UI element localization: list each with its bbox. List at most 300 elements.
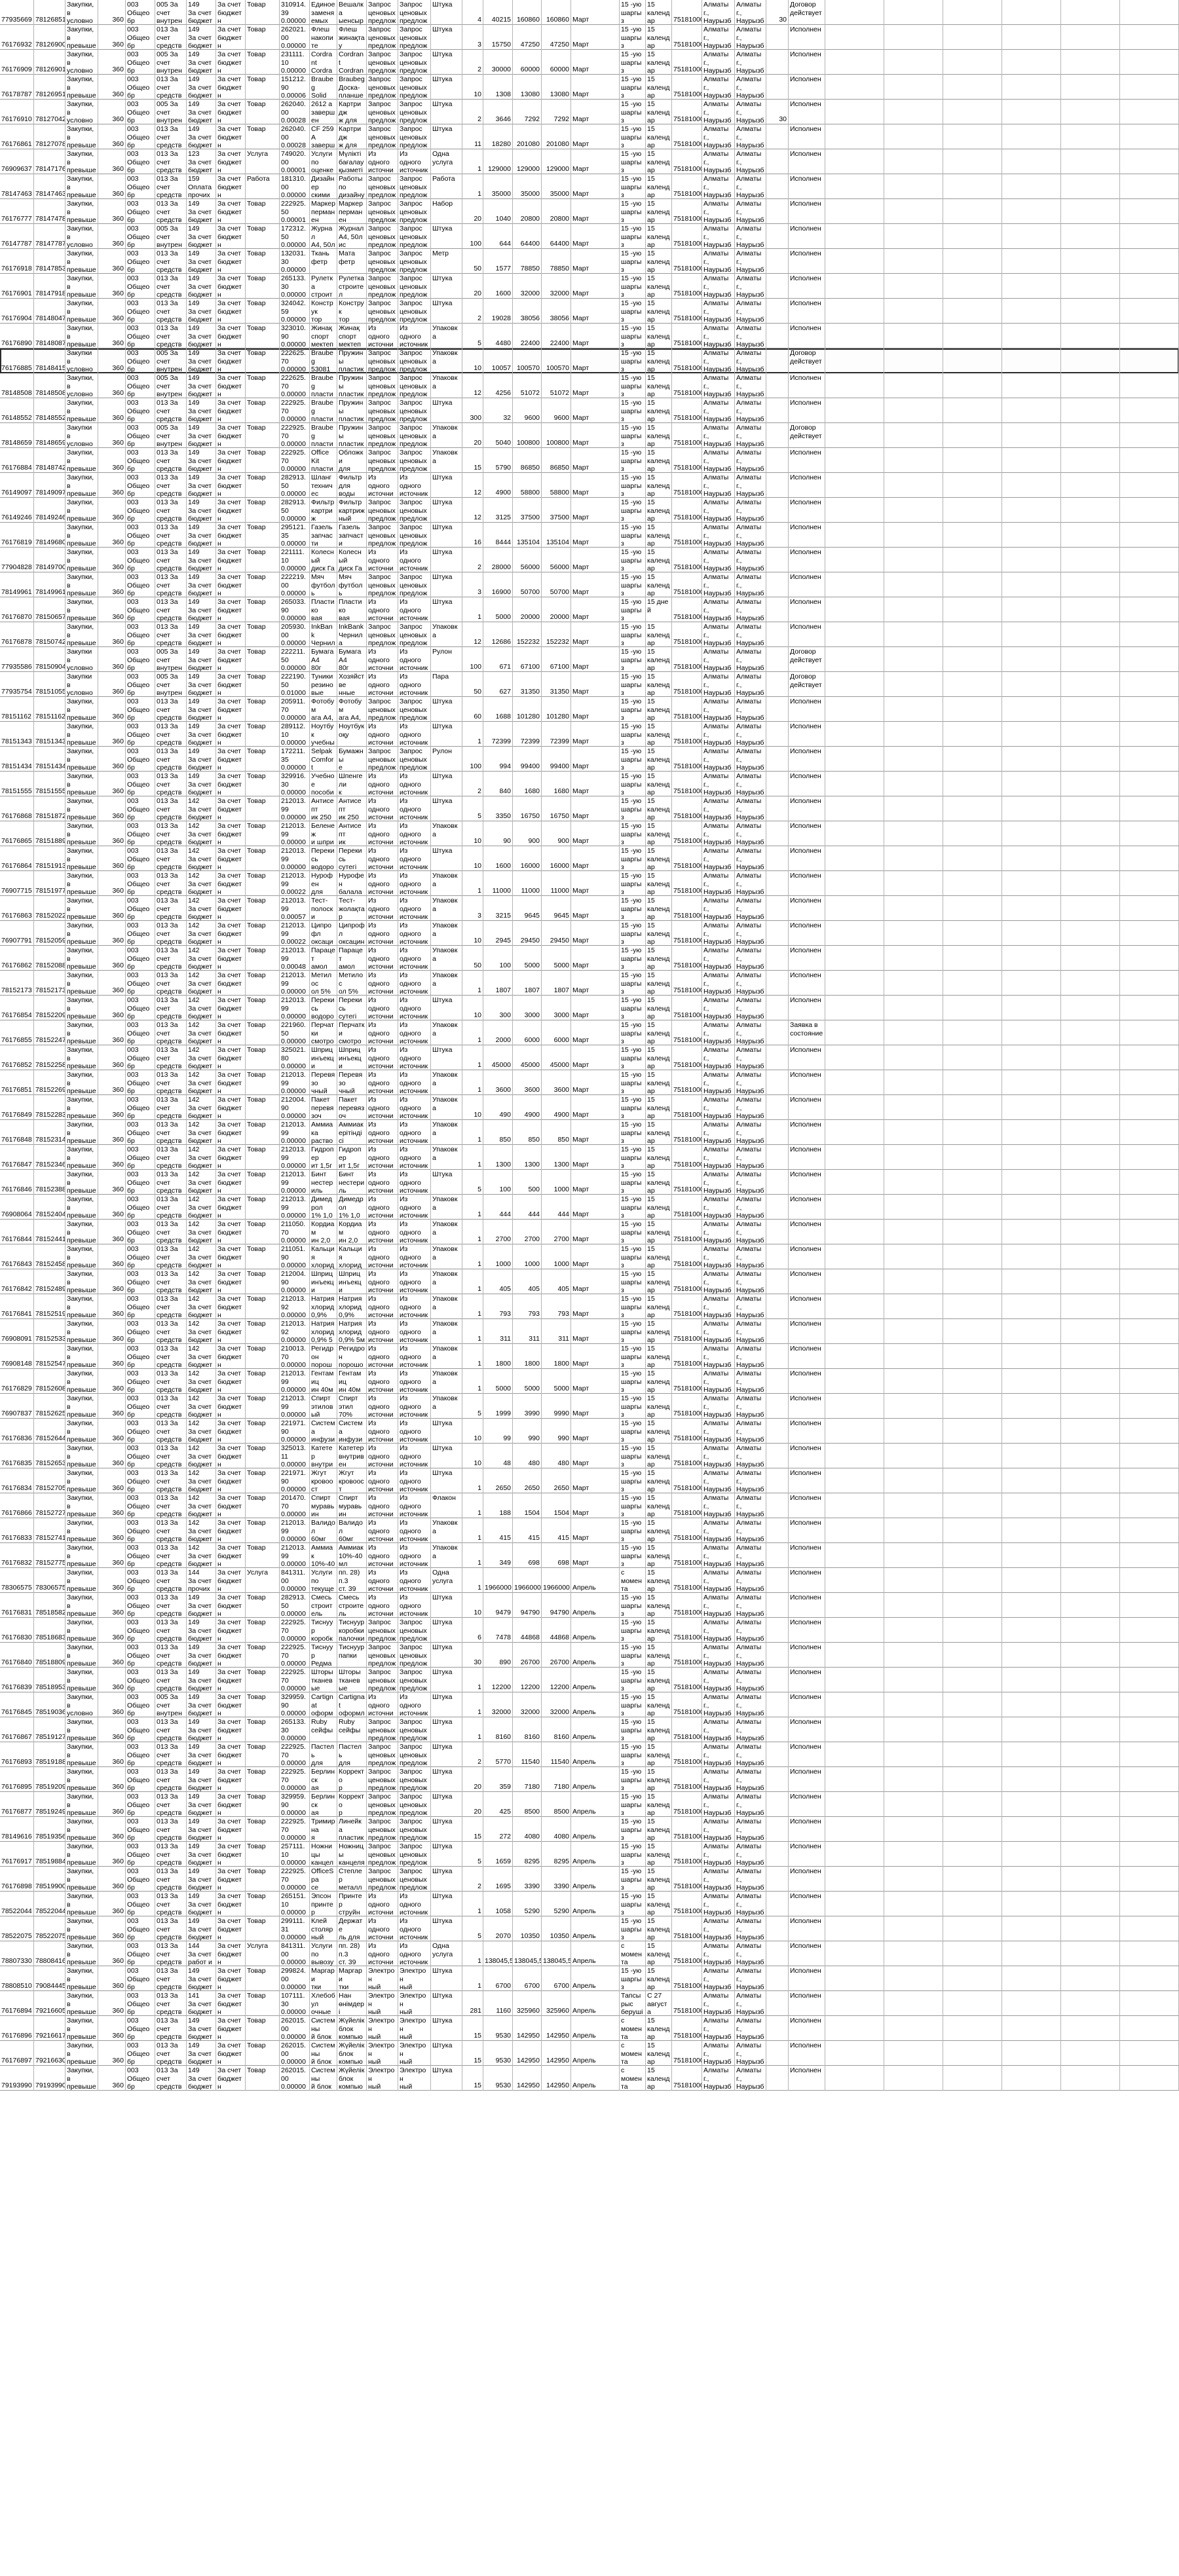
cell-source[interactable]: За счет бюджетн — [216, 1792, 246, 1817]
cell-x6[interactable] — [1120, 224, 1179, 249]
cell-item[interactable]: 142 За счет бюджет — [187, 1344, 216, 1369]
cell-kind[interactable]: Товар — [246, 996, 280, 1020]
cell-term[interactable]: 15 -ую шаргыз — [620, 1916, 646, 1941]
table-row[interactable] — [0, 1518, 1179, 1543]
cell-code[interactable]: 360 — [98, 722, 126, 747]
cell-x3[interactable] — [943, 1817, 1002, 1842]
cell-qty[interactable]: 1 — [462, 1269, 483, 1294]
cell-x6[interactable] — [1120, 921, 1179, 946]
cell-x5[interactable] — [1061, 1444, 1120, 1468]
cell-pct[interactable] — [766, 1394, 789, 1419]
cell-item[interactable]: 144 За счет работ и — [187, 1941, 216, 1966]
cell-x3[interactable] — [943, 1916, 1002, 1941]
cell-x3[interactable] — [943, 50, 1002, 75]
cell-code[interactable]: 360 — [98, 1493, 126, 1518]
cell-pct[interactable] — [766, 249, 789, 274]
cell-qty[interactable]: 10 — [462, 1419, 483, 1444]
cell-x6[interactable] — [1120, 274, 1179, 299]
table-row[interactable] — [0, 1767, 1179, 1792]
cell-id1[interactable]: 76176893 — [0, 1742, 34, 1767]
cell-req[interactable]: Из одного источни — [367, 324, 398, 348]
cell-price[interactable]: 12686 — [483, 622, 513, 647]
cell-term[interactable]: 15 -ую шаргыз — [620, 1643, 646, 1668]
cell-unit[interactable]: Работа — [431, 174, 462, 199]
cell-source[interactable]: За счет бюджетн — [216, 697, 246, 722]
cell-term[interactable]: 15 -ую шаргыз — [620, 473, 646, 498]
cell-place[interactable]: Алматы г., Наурызб — [702, 348, 735, 373]
cell-x2[interactable] — [884, 1294, 943, 1319]
cell-kato[interactable]: 7518100 — [672, 1568, 702, 1593]
cell-x4[interactable] — [1002, 75, 1061, 100]
cell-item[interactable]: 142 За счет бюджет — [187, 1419, 216, 1444]
cell-ktru[interactable]: 841311.00 0.00000 — [280, 1568, 310, 1593]
cell-price[interactable]: 1966000 — [483, 1568, 513, 1593]
cell-days[interactable]: 15 календар — [646, 946, 672, 971]
cell-x3[interactable] — [943, 1369, 1002, 1394]
cell-x3[interactable] — [943, 124, 1002, 149]
cell-sum[interactable]: 35000 — [513, 174, 542, 199]
cell-name_ru[interactable]: Натрия хлорид 0,9% — [310, 1294, 337, 1319]
cell-x3[interactable] — [943, 423, 1002, 448]
cell-account[interactable]: 013 За счет средств — [155, 548, 187, 572]
cell-item[interactable]: 149 За счет бюджет — [187, 373, 216, 398]
cell-x6[interactable] — [1120, 249, 1179, 274]
cell-item[interactable]: 149 За счет бюджет — [187, 224, 216, 249]
cell-unit[interactable]: Одна услуга — [431, 1568, 462, 1593]
cell-unit[interactable]: Штука — [431, 1618, 462, 1643]
cell-unit[interactable]: Штука — [431, 846, 462, 871]
cell-month[interactable]: Март — [571, 1444, 620, 1468]
cell-name_kz[interactable]: Жүйелік блок компью — [337, 2016, 367, 2041]
cell-name_kz[interactable]: Рулетка строител — [337, 274, 367, 299]
cell-id2[interactable]: 78148508 — [34, 373, 66, 398]
cell-price[interactable]: 272 — [483, 1817, 513, 1842]
cell-x3[interactable] — [943, 1444, 1002, 1468]
cell-term[interactable]: 15 -ую шаргыз — [620, 1195, 646, 1220]
cell-name_ru[interactable]: Кальция хлорид — [310, 1244, 337, 1269]
cell-status[interactable]: Исполнен — [789, 1269, 825, 1294]
cell-x5[interactable] — [1061, 299, 1120, 324]
cell-code[interactable]: 360 — [98, 921, 126, 946]
cell-item[interactable]: 149 За счет бюджет — [187, 199, 216, 224]
cell-kato[interactable]: 7518100 — [672, 1344, 702, 1369]
cell-id2[interactable]: 78149246 — [34, 498, 66, 523]
cell-kato[interactable]: 7518100 — [672, 1070, 702, 1095]
cell-x2[interactable] — [884, 1817, 943, 1842]
cell-type[interactable]: Закупки, в превыше — [66, 1319, 98, 1344]
cell-ktru[interactable]: 329916.30 0.00000 — [280, 772, 310, 796]
cell-source[interactable]: За счет бюджетн — [216, 1145, 246, 1170]
cell-method[interactable]: Из одного источник — [398, 1692, 431, 1717]
cell-x1[interactable] — [825, 50, 884, 75]
cell-place[interactable]: Алматы г., Наурызб — [702, 1742, 735, 1767]
cell-ktru[interactable]: 222925.70 0.00000 — [280, 448, 310, 473]
cell-days[interactable]: 15 календар — [646, 1792, 672, 1817]
cell-source[interactable]: За счет бюджетн — [216, 722, 246, 747]
cell-item[interactable]: 159 Оплата прочих — [187, 174, 216, 199]
cell-sum[interactable]: 9600 — [513, 398, 542, 423]
table-row[interactable] — [0, 971, 1179, 996]
cell-kind[interactable]: Товар — [246, 1095, 280, 1120]
cell-qty[interactable]: 1 — [462, 971, 483, 996]
cell-sum[interactable]: 6700 — [513, 1966, 542, 1991]
cell-days[interactable]: 15 календар — [646, 1195, 672, 1220]
cell-id1[interactable]: 76176840 — [0, 1643, 34, 1668]
cell-account[interactable]: 013 За счет средств — [155, 1444, 187, 1468]
cell-kind[interactable]: Товар — [246, 1643, 280, 1668]
cell-x4[interactable] — [1002, 1095, 1061, 1120]
cell-source[interactable]: За счет бюджетн — [216, 1991, 246, 2016]
cell-status[interactable]: Исполнен — [789, 1941, 825, 1966]
cell-x2[interactable] — [884, 921, 943, 946]
cell-term[interactable]: 15 -ую шаргыз — [620, 1095, 646, 1120]
cell-kato[interactable]: 7518100 — [672, 1369, 702, 1394]
cell-item[interactable]: 142 За счет бюджет — [187, 1468, 216, 1493]
cell-status[interactable]: Исполнен — [789, 224, 825, 249]
cell-budget[interactable]: 003 Общеобр — [126, 398, 155, 423]
cell-place2[interactable]: Алматы г., Наурызб — [735, 1444, 766, 1468]
cell-price[interactable]: 9479 — [483, 1593, 513, 1618]
cell-sum[interactable]: 1000 — [513, 1244, 542, 1269]
cell-source[interactable]: За счет бюджетн — [216, 971, 246, 996]
cell-month[interactable]: Март — [571, 448, 620, 473]
table-row[interactable] — [0, 274, 1179, 299]
cell-name_ru[interactable]: Cordrant Cordra — [310, 50, 337, 75]
cell-name_kz[interactable]: Спирт этил 70% — [337, 1394, 367, 1419]
cell-x3[interactable] — [943, 1593, 1002, 1618]
cell-x2[interactable] — [884, 1220, 943, 1244]
cell-x5[interactable] — [1061, 448, 1120, 473]
cell-ktru[interactable]: 841311.00 0.00000 — [280, 1941, 310, 1966]
cell-code[interactable]: 360 — [98, 174, 126, 199]
cell-qty[interactable]: 5 — [462, 324, 483, 348]
cell-code[interactable]: 360 — [98, 996, 126, 1020]
cell-x4[interactable] — [1002, 946, 1061, 971]
cell-x3[interactable] — [943, 697, 1002, 722]
cell-name_kz[interactable]: Шприц инъекци — [337, 1045, 367, 1070]
cell-kato[interactable]: 7518100 — [672, 124, 702, 149]
cell-id2[interactable]: 78151889 — [34, 821, 66, 846]
cell-place[interactable]: Алматы г., Наурызб — [702, 747, 735, 772]
cell-id2[interactable]: 78152489 — [34, 1269, 66, 1294]
cell-req[interactable]: Из одного источни — [367, 921, 398, 946]
cell-place2[interactable]: Алматы г., Наурызб — [735, 1867, 766, 1892]
cell-x4[interactable] — [1002, 1145, 1061, 1170]
cell-name_kz[interactable]: Пакет перевязоч — [337, 1095, 367, 1120]
cell-item[interactable]: 142 За счет бюджет — [187, 1220, 216, 1244]
cell-req[interactable]: Из одного источни — [367, 1692, 398, 1717]
cell-x3[interactable] — [943, 1892, 1002, 1916]
cell-sum2[interactable]: 152232 — [542, 622, 571, 647]
cell-id2[interactable]: 78147787 — [34, 224, 66, 249]
cell-place[interactable]: Алматы г., Наурызб — [702, 199, 735, 224]
cell-budget[interactable]: 003 Общеобр — [126, 1767, 155, 1792]
cell-x1[interactable] — [825, 1991, 884, 2016]
cell-x5[interactable] — [1061, 722, 1120, 747]
cell-x6[interactable] — [1120, 1369, 1179, 1394]
cell-x6[interactable] — [1120, 473, 1179, 498]
cell-budget[interactable]: 003 Общеобр — [126, 1294, 155, 1319]
cell-name_ru[interactable]: Ножницы канцел — [310, 1842, 337, 1867]
cell-type[interactable]: Закупки, в превыше — [66, 548, 98, 572]
cell-status[interactable]: Исполнен — [789, 1916, 825, 1941]
cell-x2[interactable] — [884, 1941, 943, 1966]
cell-x3[interactable] — [943, 1045, 1002, 1070]
cell-code[interactable]: 360 — [98, 224, 126, 249]
cell-days[interactable]: 15 календар — [646, 398, 672, 423]
cell-x4[interactable] — [1002, 498, 1061, 523]
cell-kind[interactable]: Товар — [246, 871, 280, 896]
cell-sum[interactable]: 20000 — [513, 597, 542, 622]
cell-x3[interactable] — [943, 946, 1002, 971]
cell-x4[interactable] — [1002, 1319, 1061, 1344]
cell-status[interactable]: Исполнен — [789, 1892, 825, 1916]
cell-qty[interactable]: 15 — [462, 448, 483, 473]
cell-name_kz[interactable]: Шприц инъекци — [337, 1269, 367, 1294]
cell-x2[interactable] — [884, 473, 943, 498]
cell-kind[interactable]: Товар — [246, 672, 280, 697]
cell-term[interactable]: 15 -ую шаргыз — [620, 1394, 646, 1419]
cell-id2[interactable]: 78147463 — [34, 174, 66, 199]
cell-unit[interactable]: Штука — [431, 996, 462, 1020]
cell-name_ru[interactable]: Бинт нестериль — [310, 1170, 337, 1195]
cell-name_ru[interactable]: 2612 а завершен — [310, 100, 337, 124]
cell-qty[interactable]: 20 — [462, 423, 483, 448]
cell-code[interactable]: 360 — [98, 597, 126, 622]
cell-budget[interactable]: 003 Общеобр — [126, 796, 155, 821]
cell-ktru[interactable]: 212004.90 0.00000 — [280, 1095, 310, 1120]
cell-term[interactable]: с момента — [620, 1568, 646, 1593]
cell-place2[interactable]: Алматы г., Наурызб — [735, 796, 766, 821]
cell-place[interactable]: Алматы г., Наурызб — [702, 697, 735, 722]
cell-days[interactable]: 15 календар — [646, 747, 672, 772]
cell-x3[interactable] — [943, 1294, 1002, 1319]
cell-x4[interactable] — [1002, 124, 1061, 149]
cell-sum[interactable]: 32000 — [513, 274, 542, 299]
cell-x1[interactable] — [825, 1419, 884, 1444]
cell-x6[interactable] — [1120, 299, 1179, 324]
cell-place2[interactable]: Алматы г., Наурызб — [735, 299, 766, 324]
cell-month[interactable]: Март — [571, 50, 620, 75]
cell-x1[interactable] — [825, 1966, 884, 1991]
cell-qty[interactable]: 50 — [462, 672, 483, 697]
cell-place2[interactable]: Алматы г., Наурызб — [735, 1344, 766, 1369]
cell-unit[interactable]: Штука — [431, 1717, 462, 1742]
cell-x4[interactable] — [1002, 1543, 1061, 1568]
cell-kind[interactable]: Товар — [246, 846, 280, 871]
cell-item[interactable]: 142 За счет бюджет — [187, 1394, 216, 1419]
cell-ktru[interactable]: 211051.90 0.00000 — [280, 1244, 310, 1269]
cell-id1[interactable]: 76176885 — [0, 348, 34, 373]
cell-name_ru[interactable]: Ткань фетр — [310, 249, 337, 274]
cell-x1[interactable] — [825, 1045, 884, 1070]
cell-x3[interactable] — [943, 299, 1002, 324]
cell-method[interactable]: Из одного источник — [398, 1369, 431, 1394]
cell-sum2[interactable]: 1807 — [542, 971, 571, 996]
cell-code[interactable]: 360 — [98, 149, 126, 174]
cell-account[interactable]: 013 За счет средств — [155, 199, 187, 224]
cell-x5[interactable] — [1061, 124, 1120, 149]
cell-kind[interactable]: Товар — [246, 722, 280, 747]
cell-name_ru[interactable]: Перевязо чный — [310, 1070, 337, 1095]
cell-type[interactable]: Закупки, в превыше — [66, 1842, 98, 1867]
cell-type[interactable]: Закупки, в превыше — [66, 498, 98, 523]
cell-code[interactable]: 360 — [98, 274, 126, 299]
cell-method[interactable]: Запрос ценовых предлож — [398, 1792, 431, 1817]
cell-x6[interactable] — [1120, 1941, 1179, 1966]
cell-place[interactable]: Алматы г., Наурызб — [702, 1991, 735, 2016]
cell-sum[interactable]: 1807 — [513, 971, 542, 996]
cell-kato[interactable]: 7518100 — [672, 1767, 702, 1792]
cell-place[interactable]: Алматы г., Наурызб — [702, 1518, 735, 1543]
cell-req[interactable]: Запрос ценовых предлож — [367, 299, 398, 324]
cell-x3[interactable] — [943, 1244, 1002, 1269]
cell-x5[interactable] — [1061, 1468, 1120, 1493]
cell-x6[interactable] — [1120, 1543, 1179, 1568]
cell-code[interactable]: 360 — [98, 1344, 126, 1369]
cell-req[interactable]: Из одного источни — [367, 772, 398, 796]
cell-x1[interactable] — [825, 1170, 884, 1195]
cell-method[interactable]: Из одного источник — [398, 971, 431, 996]
cell-name_ru[interactable]: Системны й блок — [310, 2066, 337, 2091]
cell-id2[interactable]: 78152625 — [34, 1394, 66, 1419]
cell-req[interactable]: Запрос ценовых предлож — [367, 1842, 398, 1867]
cell-x4[interactable] — [1002, 324, 1061, 348]
cell-x6[interactable] — [1120, 1195, 1179, 1220]
cell-source[interactable]: За счет бюджетн — [216, 398, 246, 423]
cell-x2[interactable] — [884, 498, 943, 523]
cell-x5[interactable] — [1061, 1518, 1120, 1543]
cell-ktru[interactable]: 222925.70 0.00000 — [280, 398, 310, 423]
cell-ktru[interactable]: 222925.70 0.00000 — [280, 1618, 310, 1643]
cell-month[interactable]: Март — [571, 1070, 620, 1095]
cell-kato[interactable]: 7518100 — [672, 398, 702, 423]
cell-method[interactable]: Запрос ценовых предлож — [398, 498, 431, 523]
cell-name_ru[interactable]: Тиснуур коробк — [310, 1618, 337, 1643]
cell-code[interactable]: 360 — [98, 348, 126, 373]
cell-id2[interactable]: 78148742 — [34, 448, 66, 473]
cell-x6[interactable] — [1120, 1568, 1179, 1593]
cell-place[interactable]: Алматы г., Наурызб — [702, 971, 735, 996]
cell-name_ru[interactable]: Берлинск ая — [310, 1767, 337, 1792]
cell-budget[interactable]: 003 Общеобр — [126, 2041, 155, 2066]
cell-item[interactable]: 149 За счет бюджет — [187, 1842, 216, 1867]
cell-x1[interactable] — [825, 1618, 884, 1643]
cell-method[interactable]: Из одного источник — [398, 996, 431, 1020]
cell-x1[interactable] — [825, 1742, 884, 1767]
cell-x6[interactable] — [1120, 25, 1179, 50]
cell-x1[interactable] — [825, 1444, 884, 1468]
cell-pct[interactable] — [766, 722, 789, 747]
cell-x1[interactable] — [825, 1543, 884, 1568]
cell-x4[interactable] — [1002, 871, 1061, 896]
cell-x4[interactable] — [1002, 149, 1061, 174]
cell-account[interactable]: 013 За счет средств — [155, 1369, 187, 1394]
cell-days[interactable]: 15 календар — [646, 274, 672, 299]
table-row[interactable] — [0, 1668, 1179, 1692]
cell-qty[interactable]: 1 — [462, 1020, 483, 1045]
cell-place2[interactable]: Алматы г., Наурызб — [735, 1817, 766, 1842]
cell-code[interactable]: 360 — [98, 1518, 126, 1543]
cell-ktru[interactable]: 222925.70 0.00000 — [280, 1767, 310, 1792]
cell-item[interactable]: 142 За счет бюджет — [187, 896, 216, 921]
cell-id1[interactable]: 76907791 — [0, 921, 34, 946]
cell-name_kz[interactable]: Гентамиц ин 40м — [337, 1369, 367, 1394]
cell-code[interactable]: 360 — [98, 1394, 126, 1419]
cell-term[interactable]: 15 -ую шаргыз — [620, 1717, 646, 1742]
cell-term[interactable]: 15 -ую шаргыз — [620, 373, 646, 398]
cell-price[interactable]: 19028 — [483, 299, 513, 324]
cell-x2[interactable] — [884, 548, 943, 572]
cell-budget[interactable]: 003 Общеобр — [126, 1916, 155, 1941]
cell-code[interactable]: 360 — [98, 199, 126, 224]
cell-place[interactable]: Алматы г., Наурызб — [702, 1394, 735, 1419]
cell-month[interactable]: Март — [571, 1195, 620, 1220]
cell-budget[interactable]: 003 Общеобр — [126, 1842, 155, 1867]
cell-method[interactable]: Запрос ценовых предлож — [398, 1742, 431, 1767]
cell-x6[interactable] — [1120, 1294, 1179, 1319]
cell-req[interactable]: Из одного источни — [367, 1120, 398, 1145]
cell-account[interactable]: 005 За счет внутрен — [155, 224, 187, 249]
cell-unit[interactable]: Упаковка — [431, 1394, 462, 1419]
cell-budget[interactable]: 003 Общеобр — [126, 772, 155, 796]
cell-place2[interactable]: Алматы г., Наурызб — [735, 523, 766, 548]
cell-ktru[interactable]: 299111.31 0.00000 — [280, 1916, 310, 1941]
cell-unit[interactable]: Упаковка — [431, 1070, 462, 1095]
cell-kind[interactable]: Товар — [246, 249, 280, 274]
cell-x5[interactable] — [1061, 1170, 1120, 1195]
cell-kind[interactable]: Товар — [246, 697, 280, 722]
cell-status[interactable]: Исполнен — [789, 1767, 825, 1792]
cell-kind[interactable]: Товар — [246, 274, 280, 299]
cell-sum[interactable]: 56000 — [513, 548, 542, 572]
cell-x5[interactable] — [1061, 1966, 1120, 1991]
cell-sum[interactable]: 9645 — [513, 896, 542, 921]
cell-id2[interactable]: 78522044 — [34, 1892, 66, 1916]
cell-sum[interactable]: 4900 — [513, 1095, 542, 1120]
cell-x2[interactable] — [884, 1020, 943, 1045]
cell-x4[interactable] — [1002, 1842, 1061, 1867]
cell-kato[interactable]: 7518100 — [672, 647, 702, 672]
cell-sum[interactable]: 11540 — [513, 1742, 542, 1767]
cell-pct[interactable] — [766, 622, 789, 647]
cell-x5[interactable] — [1061, 1120, 1120, 1145]
cell-place[interactable]: Алматы г., Наурызб — [702, 1369, 735, 1394]
cell-price[interactable]: 1308 — [483, 75, 513, 100]
cell-kato[interactable]: 7518100 — [672, 1593, 702, 1618]
cell-month[interactable]: Март — [571, 1394, 620, 1419]
cell-pct[interactable] — [766, 348, 789, 373]
cell-kato[interactable]: 7518100 — [672, 1244, 702, 1269]
cell-item[interactable]: 149 За счет бюджет — [187, 1892, 216, 1916]
cell-req[interactable]: Запрос ценовых предлож — [367, 1643, 398, 1668]
cell-code[interactable]: 360 — [98, 896, 126, 921]
cell-name_kz[interactable]: Хозяйстве нные — [337, 672, 367, 697]
cell-x1[interactable] — [825, 697, 884, 722]
cell-kato[interactable]: 7518100 — [672, 896, 702, 921]
cell-budget[interactable]: 003 Общеобр — [126, 647, 155, 672]
cell-kind[interactable]: Товар — [246, 100, 280, 124]
cell-x4[interactable] — [1002, 1020, 1061, 1045]
cell-kato[interactable]: 7518100 — [672, 1195, 702, 1220]
cell-place2[interactable]: Алматы г., Наурызб — [735, 224, 766, 249]
cell-x3[interactable] — [943, 1991, 1002, 2016]
cell-x2[interactable] — [884, 324, 943, 348]
cell-name_kz[interactable]: Мүлікті бағалау қызметі — [337, 149, 367, 174]
cell-x5[interactable] — [1061, 274, 1120, 299]
cell-pct[interactable] — [766, 1419, 789, 1444]
cell-method[interactable]: Из одного источник — [398, 1419, 431, 1444]
